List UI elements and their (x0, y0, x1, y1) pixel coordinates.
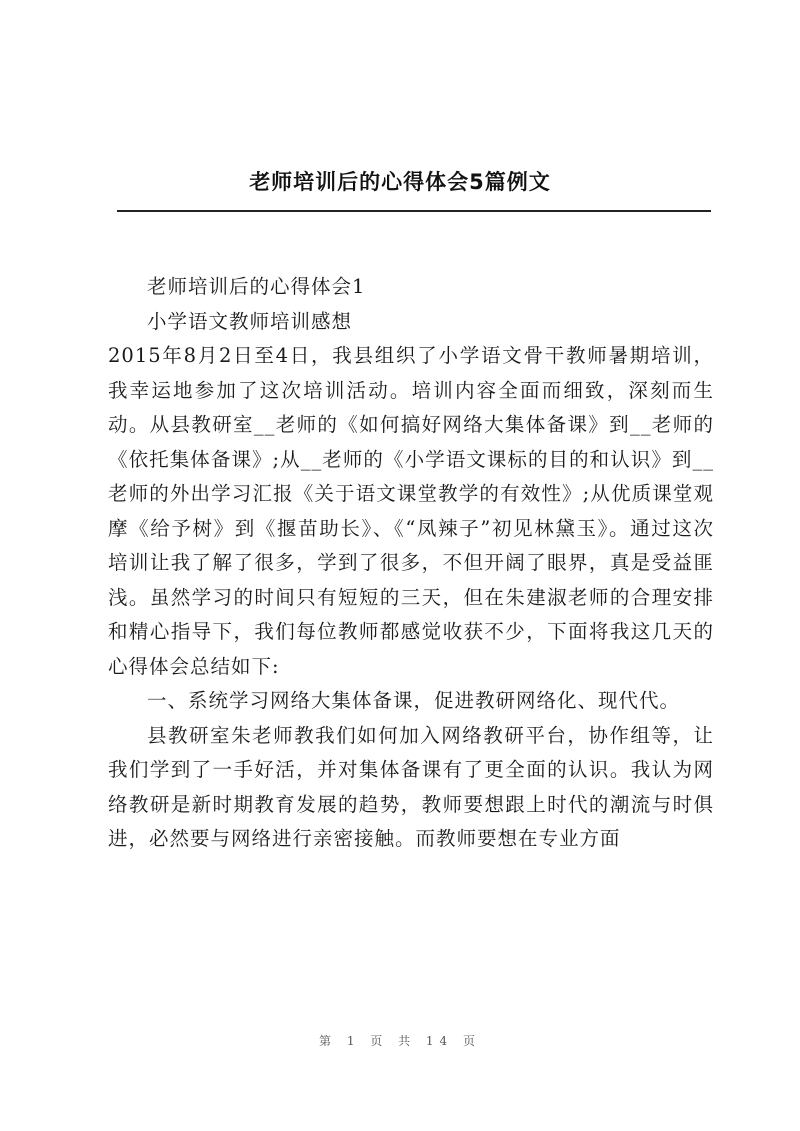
document-body (108, 270, 714, 857)
title-divider (117, 210, 711, 212)
body-paragraph-3: 县教研室朱老师教我们如何加入网络教研平台，协作组等，让我们学到了一手好活，并对集体备课有了更全面的认识。我认为网络教研是新时期教育发展的趋势，教师要想跟上时代的潮流与时俱进，必然要与网络进行亲密接触。而教师要想在专业方面 (108, 723, 714, 850)
document-title: 老师培训后的心得体会5篇例文 (249, 170, 551, 194)
section-subheading: 小学语文教师培训感想 (147, 309, 353, 333)
body-paragraph-2: 一、系统学习网络大集体备课，促进教研网络化、现代代。 (147, 689, 681, 712)
page-number: 第 1 页 共 14 页 (319, 1034, 481, 1048)
body-paragraph-1: 2015年8月2日至4日，我县组织了小学语文骨干教师暑期培训，我幸运地参加了这次培训活动。培训内容全面而细致，深刻而生动。从县教研室__老师的《如何搞好网络大集体备课》到__老师的《依托集体备课》;从__老师的《小学语文课标的目的和认识》到__老师的外出学习汇报《关于语文课堂教学的有效性》;从优质课堂观摩《给予树》到《揠苗助长》、《“凤辣子”初见林黛玉》。通过这次培训让我了解了很多，学到了很多，不但开阔了眼界，真是受益匪浅。虽然学习的时间只有短短的三天，但在朱建淑老师的合理安排和精心指导下，我们每位教师都感觉收获不少，下面将我这几天的心得体会总结如下: (108, 344, 714, 678)
section-heading: 老师培训后的心得体会1 (147, 275, 366, 298)
